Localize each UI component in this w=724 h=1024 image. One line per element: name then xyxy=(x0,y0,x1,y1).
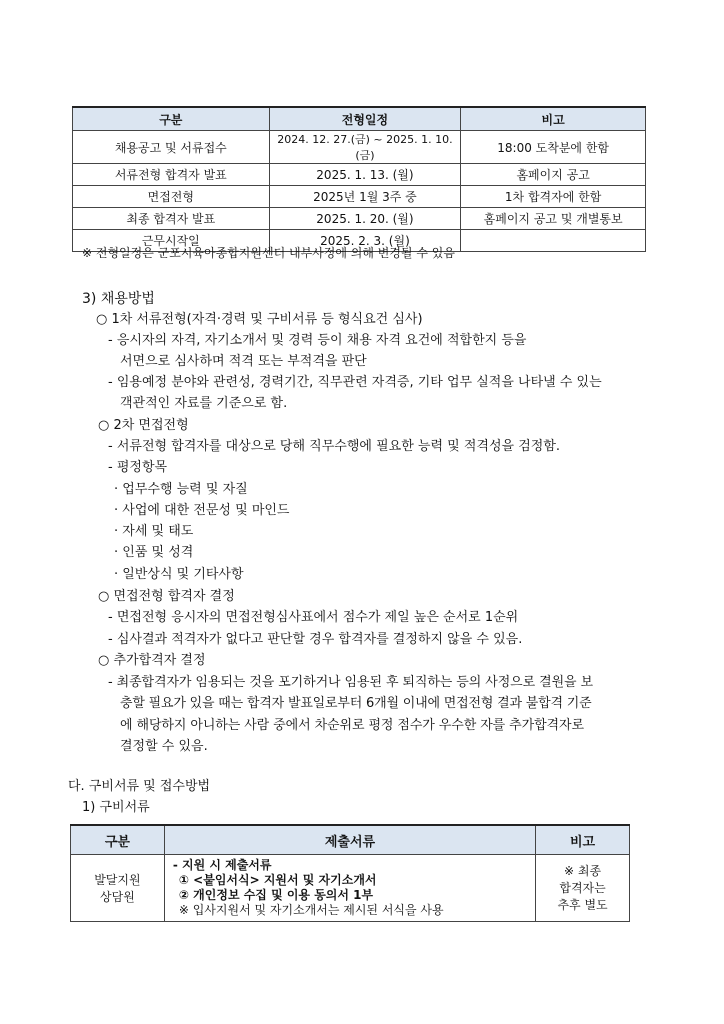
table-row xyxy=(73,208,646,230)
criteria-item: · 자세 및 태도 xyxy=(114,524,194,539)
section-title-documents: 다. 구비서류 및 접수방법 xyxy=(68,779,211,794)
additional-pass-heading: ○ 추가합격자 결정 xyxy=(98,653,206,668)
text-line: - 서류전형 합격자를 대상으로 당해 직무수행에 필요한 능력 및 적격성을 검정함. xyxy=(108,439,561,454)
documents-table xyxy=(70,824,630,922)
document-item: ① <붙임서식> 지원서 및 자기소개서 xyxy=(178,873,377,887)
text-line: - 평정항목 xyxy=(108,460,168,475)
document-item: ② 개인정보 수집 및 이용 동의서 1부 xyxy=(178,888,374,902)
schedule-note: ※ 전형일정은 군포시육아종합지원센터 내부사정에 의해 변경될 수 있음 xyxy=(82,246,455,260)
subsection-title-documents: 1) 구비서류 xyxy=(82,800,150,815)
schedule-header-row xyxy=(73,107,646,131)
table-cell: 2025. 1. 20. (월) xyxy=(269,208,461,230)
text-line: - 심사결과 적격자가 없다고 판단할 경우 합격자를 결정하지 않을 수 있음. xyxy=(108,632,523,647)
table-cell: 2025. 1. 13. (월) xyxy=(269,164,461,186)
text-line: - 응시자의 자격, 자기소개서 및 경력 등이 채용 자격 요건에 적합한지 등을 xyxy=(108,333,527,348)
remark-line: 추후 별도 xyxy=(557,897,608,912)
table-row xyxy=(73,186,646,208)
table-cell: 2025년 1월 3주 중 xyxy=(269,186,461,208)
table-cell: 근무시작일 xyxy=(73,230,270,252)
table-cell: 면접전형 xyxy=(73,186,270,208)
table-row xyxy=(73,164,646,186)
text-line: 충할 필요가 있을 때는 합격자 발표일로부터 6개월 이내에 면접전형 결과 불합격 기준 xyxy=(120,696,592,711)
criteria-item: · 사업에 대한 전문성 및 마인드 xyxy=(114,503,290,518)
category-line: 발달지원 xyxy=(94,873,141,887)
category-line: 상담원 xyxy=(100,890,135,904)
text-line: 결정할 수 있음. xyxy=(120,739,208,754)
documents-category-cell xyxy=(71,855,165,922)
table-row xyxy=(73,131,646,164)
table-cell xyxy=(461,230,646,252)
document-note: ※ 입사지원서 및 자기소개서는 제시된 서식을 사용 xyxy=(178,903,444,917)
criteria-item: · 인품 및 성격 xyxy=(114,545,194,560)
documents-header-remark: 비고 xyxy=(536,825,630,855)
text-line: 서면으로 심사하며 적격 또는 부적격을 판단 xyxy=(120,354,367,369)
text-line: 객관적인 자료를 기준으로 함. xyxy=(120,396,288,411)
table-cell: 홈페이지 공고 xyxy=(461,164,646,186)
table-cell: 2025. 2. 3. (월) xyxy=(269,230,461,252)
text-line: - 임용예정 분야와 관련성, 경력기간, 직무관련 자격증, 기타 업무 실적을 나타낼 수 있는 xyxy=(108,375,602,390)
text-line: 에 해당하지 아니하는 사람 중에서 차순위로 평정 점수가 우수한 자를 추가합격자로 xyxy=(120,718,584,733)
first-stage-heading: ○ 1차 서류전형(자격·경력 및 구비서류 등 형식요건 심사) xyxy=(96,312,423,327)
remark-line: ※ 최종 xyxy=(564,863,602,878)
table-row xyxy=(71,855,630,922)
table-cell: 최종 합격자 발표 xyxy=(73,208,270,230)
criteria-item: · 업무수행 능력 및 자질 xyxy=(114,482,248,497)
documents-header-row xyxy=(71,825,630,855)
text-line: - 면접전형 응시자의 면접전형심사표에서 점수가 제일 높은 순서로 1순위 xyxy=(108,610,519,625)
items-title: - 지원 시 제출서류 xyxy=(172,858,272,872)
schedule-table xyxy=(72,106,646,252)
table-cell: 홈페이지 공고 및 개별통보 xyxy=(461,208,646,230)
section-title-hiring-method: 3) 채용방법 xyxy=(82,291,155,307)
table-cell: 18:00 도착분에 한함 xyxy=(461,131,646,164)
criteria-item: · 일반상식 및 기타사항 xyxy=(114,567,244,582)
table-cell: 채용공고 및 서류접수 xyxy=(73,131,270,164)
documents-header-category: 구분 xyxy=(71,825,165,855)
schedule-header-remark: 비고 xyxy=(461,107,646,131)
table-cell: 1차 합격자에 한함 xyxy=(461,186,646,208)
documents-header-documents: 제출서류 xyxy=(164,825,535,855)
remark-line: 합격자는 xyxy=(559,880,606,895)
table-cell: 서류전형 합격자 발표 xyxy=(73,164,270,186)
text-line: - 최종합격자가 임용되는 것을 포기하거나 임용된 후 퇴직하는 등의 사정으로 결원을 보 xyxy=(108,675,593,690)
table-cell: 2024. 12. 27.(금) ~ 2025. 1. 10.(금) xyxy=(269,131,461,164)
second-stage-heading: ○ 2차 면접전형 xyxy=(98,418,189,433)
interview-decision-heading: ○ 면접전형 합격자 결정 xyxy=(98,589,235,604)
documents-items-cell xyxy=(164,855,535,922)
schedule-header-date: 전형일정 xyxy=(269,107,461,131)
documents-remark-cell xyxy=(536,855,630,922)
schedule-header-category: 구분 xyxy=(73,107,270,131)
